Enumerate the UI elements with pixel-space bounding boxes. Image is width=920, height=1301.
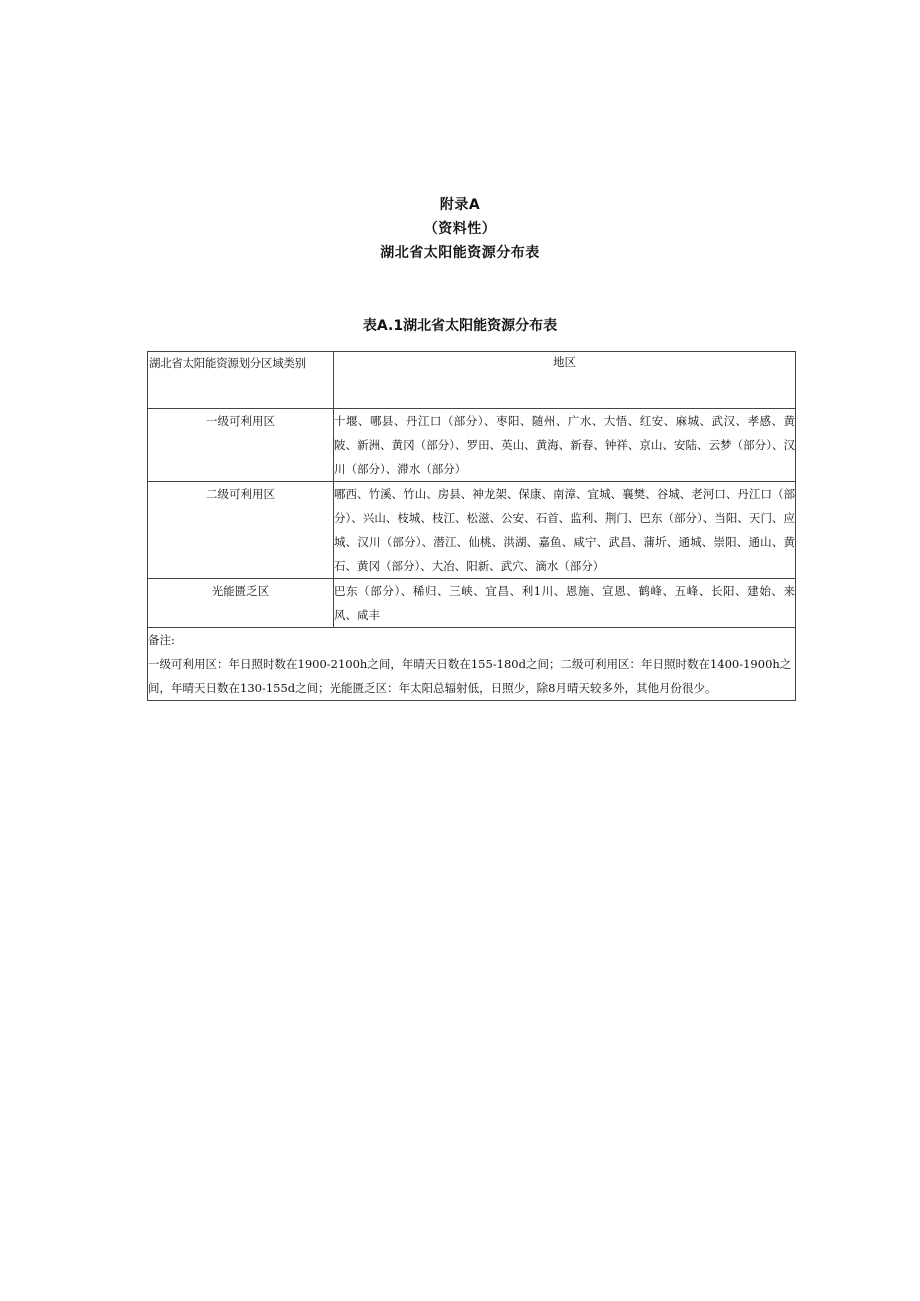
header-region-label: 地区 (553, 355, 576, 369)
header-category-label: 湖北省太阳能资源划分区域类别 (149, 356, 306, 370)
table-row (148, 482, 796, 579)
regions-cell: 哪西、竹溪、竹山、房县、神龙架、保康、南漳、宜城、襄樊、谷城、老河口、丹江口（部分）、兴山、枝城、枝江、松滋、公安、石首、监利、荆门、巴东（部分）、当阳、天门、应城、汉川（部分）、潜江、仙桃、洪湖、嘉鱼、咸宁、武昌、蒲圻、通城、崇阳、通山、黄石、黄冈（部分）、大冶、阳新、武穴、滴水（部分） (334, 482, 796, 579)
solar-resource-table (147, 351, 796, 701)
appendix-label: 附录A (439, 197, 481, 213)
appendix-title: 湖北省太阳能资源分布表 (380, 245, 540, 261)
header-category-cell (148, 352, 334, 409)
table-row (148, 579, 796, 628)
category-label: 二级可利用区 (206, 487, 275, 501)
category-cell (148, 409, 334, 482)
table-caption: 表A.1湖北省太阳能资源分布表 (362, 318, 558, 334)
appendix-nature: （资料性） (423, 221, 497, 237)
category-cell (148, 579, 334, 628)
category-label: 一级可利用区 (206, 414, 275, 428)
notes-label: 备注: (148, 633, 175, 647)
header-region-cell (334, 352, 796, 409)
table-header-row (148, 352, 796, 409)
regions-cell: 巴东（部分）、稀归、三峡、宜昌、利1川、恩施、宣恩、鹤峰、五峰、长阳、建始、来风、咸丰 (334, 579, 796, 628)
notes-row (148, 628, 796, 701)
notes-text: 一级可利用区：年日照时数在1900-2100h之间，年晴天日数在155-180d之间；二级可利用区：年日照时数在1400-1900h之间，年晴天日数在130-155d之间；光能匮乏区：年太阳总辐射低，日照少，除8月晴天较多外，其他月份很少。 (148, 657, 792, 695)
notes-cell (148, 628, 796, 701)
regions-cell: 十堰、哪县、丹江口（部分）、枣阳、随州、广水、大悟、红安、麻城、武汉、孝感、黄陂、新洲、黄冈（部分）、罗田、英山、黄海、新春、钟祥、京山、安陆、云梦（部分）、汉川（部分）、滞水（部分） (334, 409, 796, 482)
category-label: 光能匮乏区 (211, 584, 270, 598)
appendix-heading (0, 193, 920, 265)
category-cell (148, 482, 334, 579)
table-row (148, 409, 796, 482)
